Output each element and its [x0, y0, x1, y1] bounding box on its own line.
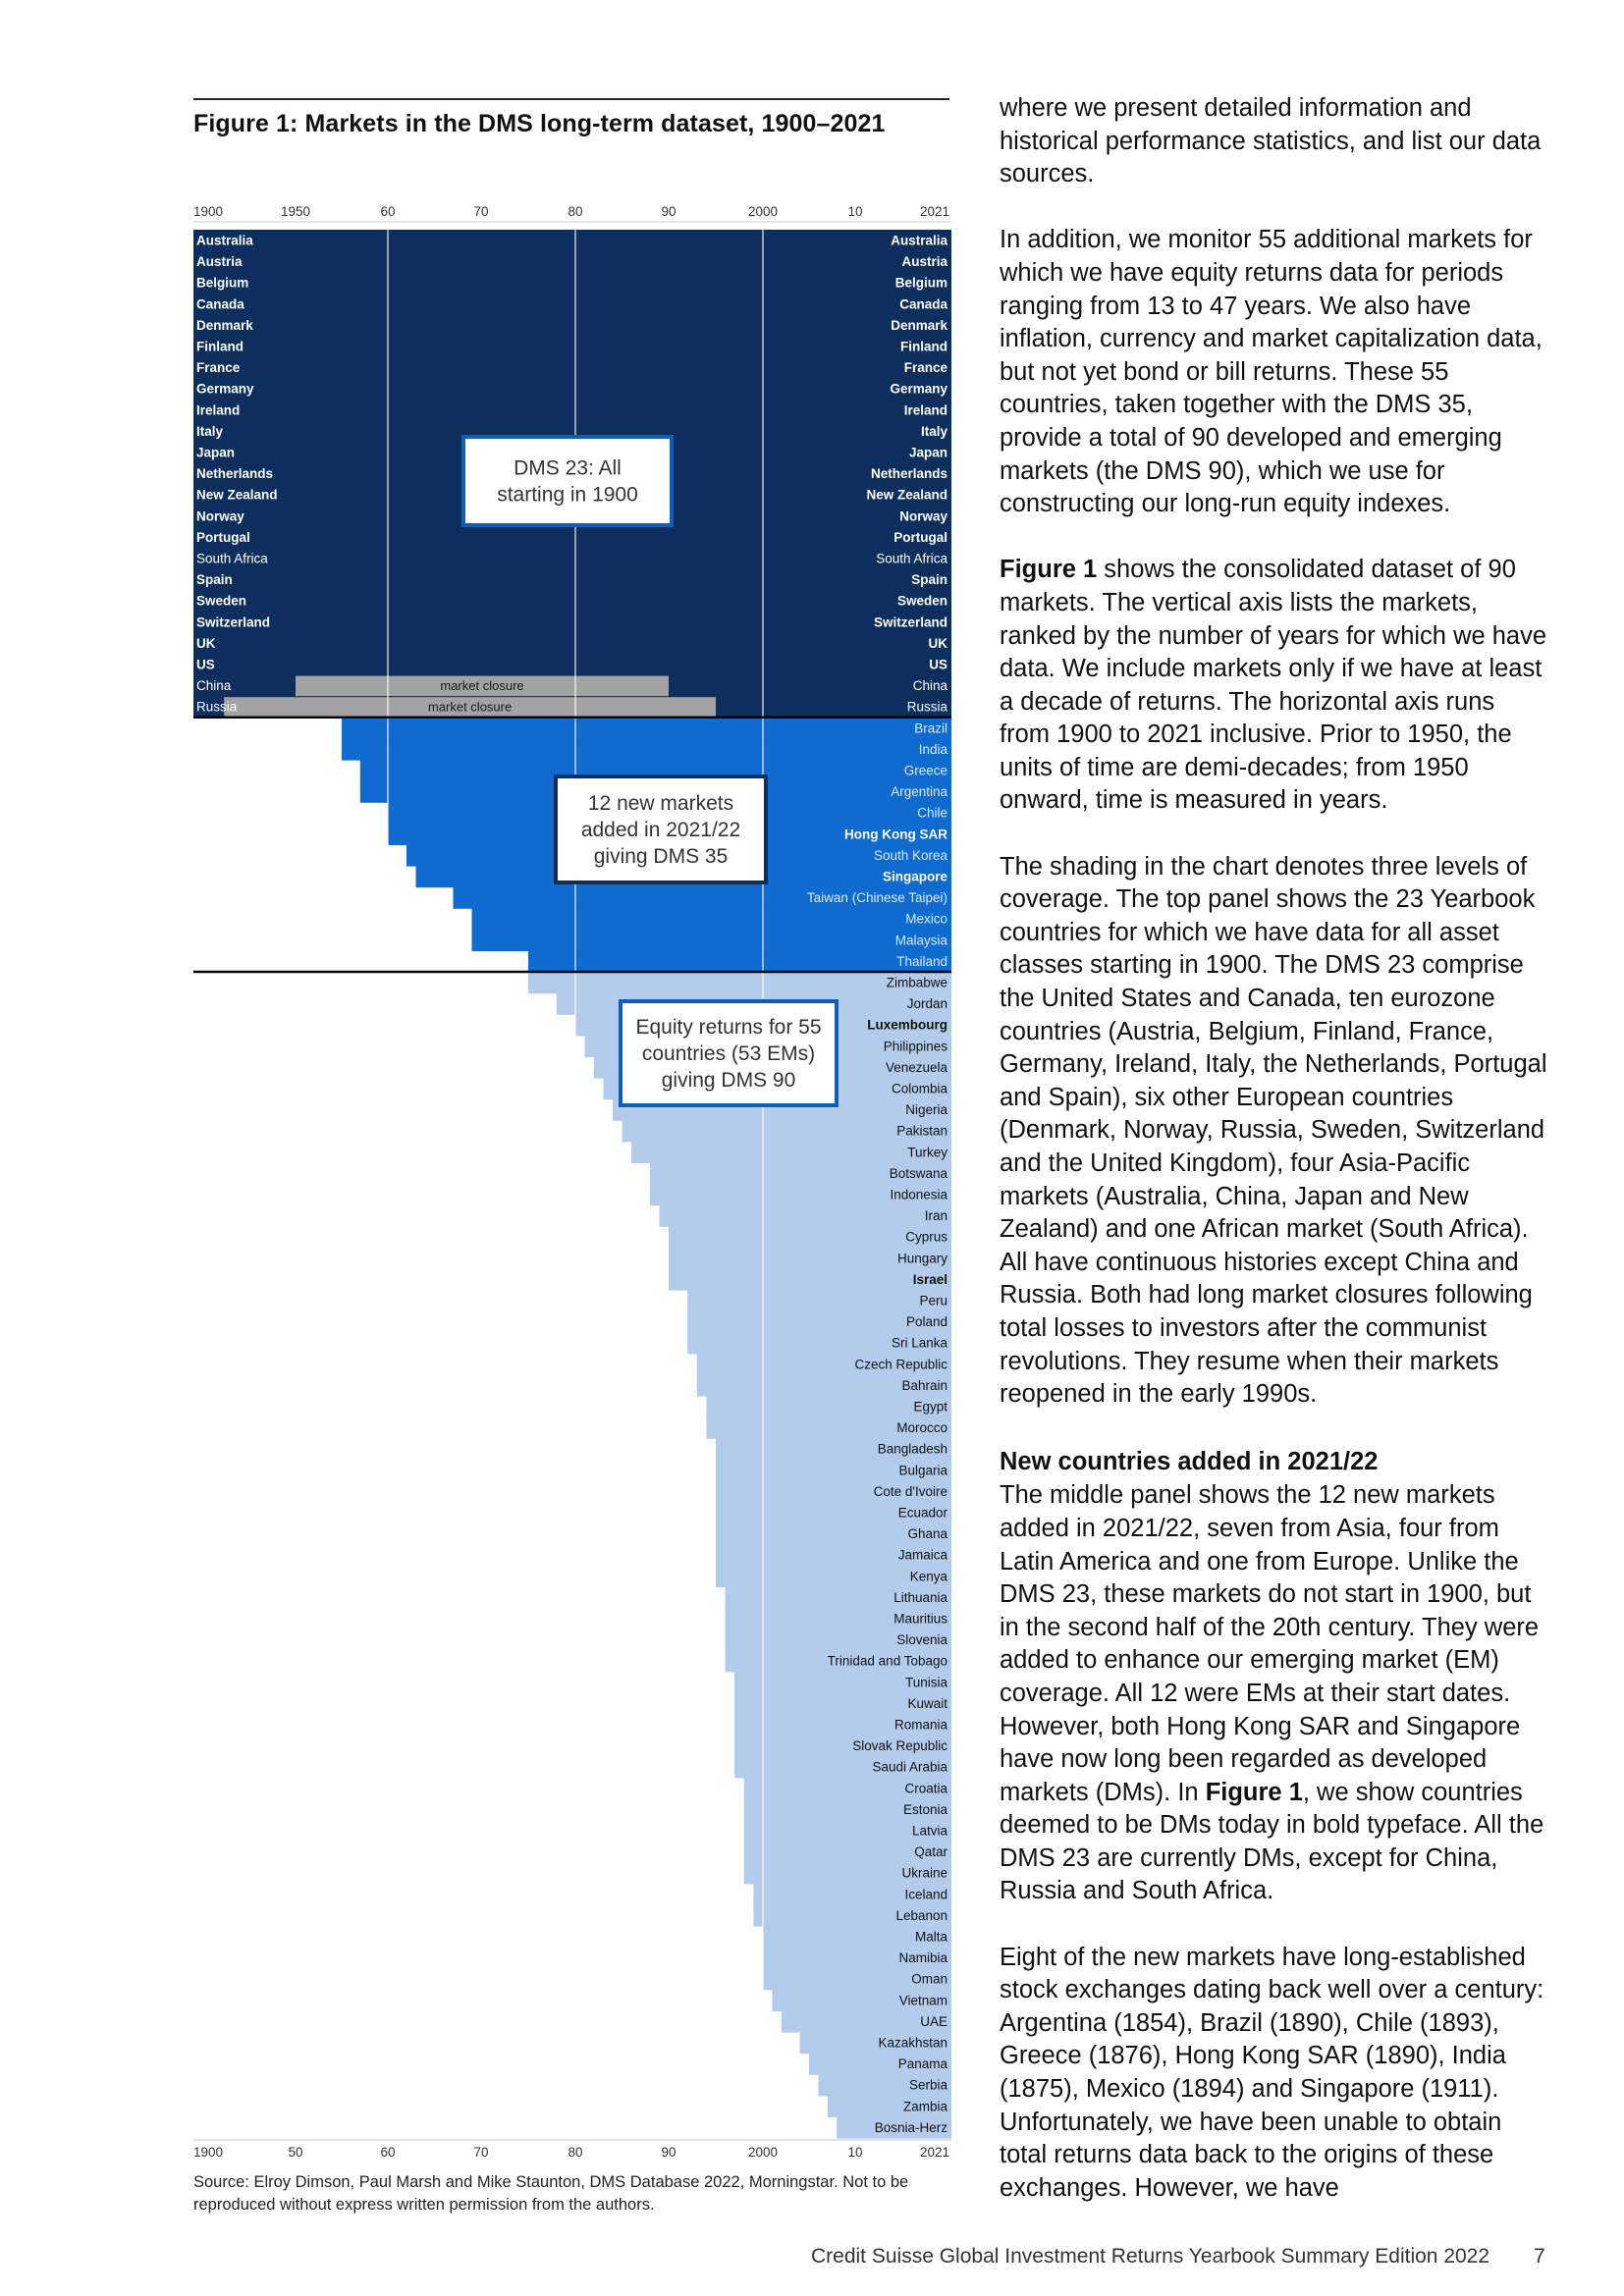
annotation-dms23-text: starting in 1900: [497, 483, 638, 507]
body-paragraph-6: Eight of the new markets have long-established stock exchanges dating back well over a century: Argentina (1854), Brazil (1890), Chile (1893), Greece (1876), Hong Kong SAR (1890), India (1875), Mexico (1894) and Singapore (1911). Unfortunately, we have been unable to obtain total returns data back to the origins of these exchanges. However, we have: [1000, 1943, 1544, 2202]
market-bar: [193, 294, 951, 315]
market-label: Slovak Republic: [852, 1738, 947, 1754]
market-bar: [193, 336, 951, 357]
market-label: Zimbabwe: [886, 975, 947, 990]
market-label: Iceland: [904, 1887, 947, 1902]
market-label-left: Sweden: [196, 593, 247, 609]
market-label: Israel: [912, 1271, 947, 1287]
market-bar: [193, 612, 951, 633]
market-label: Egypt: [913, 1399, 947, 1415]
market-bar: [193, 272, 951, 294]
top-axis-tick-label: 90: [661, 204, 677, 219]
market-bar: [528, 950, 951, 972]
top-axis-tick-label: 2000: [747, 204, 779, 219]
market-label: Jamaica: [897, 1547, 947, 1563]
market-label: Ireland: [903, 402, 947, 418]
market-label: Philippines: [883, 1039, 947, 1054]
market-label: Switzerland: [873, 614, 947, 630]
body-paragraph-4: The shading in the chart denotes three levels of coverage. The top panel shows the 23 Yearbook countries for which we have data for all asset classes starting in 1900. The DMS 23 comprise the United States and Canada, ten eurozone countries (Austria, Belgium, Finland, France, Germany, Ireland, Italy, the Netherlands, Portugal and Spain), six other European countries (Denmark, Norway, Russia, Sweden, Switzerland and the United Kingdom), four Asia-Pacific markets (Australia, China, Japan and New Zealand) and one African market (South Africa). All have continuous histories except China and Russia. Both had long market closures following total losses to investors after the communist revolutions. They resume when their markets reopened in the early 1990s.: [1000, 852, 1547, 1409]
market-bar: [193, 569, 951, 591]
market-label: UK: [928, 635, 947, 651]
market-label: Bahrain: [901, 1377, 947, 1393]
market-label: Saudi Arabia: [872, 1759, 947, 1775]
market-label-left: UK: [196, 635, 216, 651]
market-label: Canada: [899, 296, 947, 312]
top-axis-tick-label: 1950: [280, 204, 311, 219]
market-label: Czech Republic: [854, 1357, 947, 1372]
market-label: Trinidad and Tobago: [827, 1653, 947, 1669]
market-label: Venezuela: [885, 1059, 947, 1075]
market-label-left: Spain: [196, 572, 233, 588]
market-label: Thailand: [896, 953, 947, 969]
footer-title: Credit Suisse Global Investment Returns Yearbook Summary Edition 2022: [811, 2245, 1490, 2268]
market-label: Cyprus: [905, 1229, 947, 1245]
market-label: Spain: [911, 572, 947, 588]
market-bar: [193, 400, 951, 421]
market-label: Hungary: [896, 1251, 947, 1266]
market-label: Qatar: [914, 1844, 947, 1860]
market-label: UAE: [920, 2013, 947, 2029]
annotation-new12-text: added in 2021/22: [580, 819, 741, 841]
market-label: Ukraine: [901, 1865, 947, 1881]
market-label: Zambia: [902, 2099, 947, 2114]
body-paragraph-2: In addition, we monitor 55 additional markets for which we have equity returns data for periods ranging from 13 to 47 years. We also have inflation, currency and market capitalization data, but not yet bond or bill returns. These 55 countries, taken together with the DMS 35, provide a total of 90 developed and emerging markets (the DMS 90), which we use for constructing our long-run equity indexes.: [1000, 226, 1543, 518]
bottom-axis-tick-label: 50: [288, 2145, 303, 2160]
market-label-left: Belgium: [196, 275, 249, 291]
market-label: Mexico: [905, 911, 947, 927]
figure-top-rule: [193, 98, 949, 100]
bottom-axis-tick-label: 80: [568, 2145, 583, 2160]
market-label: Bulgaria: [898, 1463, 947, 1478]
market-label: Italy: [920, 423, 947, 439]
market-label-left: US: [196, 657, 215, 672]
market-label: Finland: [900, 339, 947, 354]
market-label: Singapore: [882, 869, 947, 884]
market-label: Hong Kong SAR: [844, 827, 947, 842]
market-label-left: Austria: [196, 254, 243, 270]
market-bar: [193, 526, 951, 548]
market-bar: [660, 1205, 952, 1227]
market-label: Japan: [908, 445, 947, 460]
market-bar: [687, 1290, 951, 1311]
market-label: South Korea: [873, 847, 947, 863]
market-label: US: [929, 657, 947, 672]
figure-title: Figure 1: Markets in the DMS long-term dataset, 1900–2021: [193, 110, 886, 137]
market-label: Lebanon: [895, 1907, 947, 1923]
top-axis-tick-label: 80: [568, 204, 583, 219]
market-label: Kenya: [909, 1569, 947, 1584]
annotation-dms23-box: [463, 437, 672, 525]
market-label-left: Ireland: [196, 402, 241, 418]
market-label: France: [903, 360, 947, 376]
market-label: Ecuador: [897, 1505, 947, 1521]
market-label-left: Australia: [196, 233, 253, 248]
bottom-axis-tick-label: 90: [661, 2145, 677, 2160]
market-label: Turkey: [907, 1145, 947, 1160]
market-label: Slovenia: [896, 1632, 947, 1648]
market-label: Russia: [906, 699, 947, 715]
market-label: Botswana: [889, 1165, 947, 1181]
market-label-left: Netherlands: [196, 466, 274, 482]
annotation-dms90-text: Equity returns for 55: [635, 1016, 822, 1039]
market-bar: [193, 590, 951, 612]
bottom-axis-tick-label: 70: [473, 2145, 489, 2160]
market-label-left: New Zealand: [196, 487, 278, 503]
markets-timeline-chart: [193, 196, 951, 2160]
figure-source: Source: Elroy Dimson, Paul Marsh and Mike Staunton, DMS Database 2022, Morningstar. Not to be reproduced without express written permission from the authors.: [193, 2173, 909, 2214]
market-bar: [193, 230, 951, 251]
bottom-axis-tick-label: 1900: [193, 2145, 224, 2160]
market-label-left: Italy: [196, 423, 224, 439]
section-heading: New countries added in 2021/22: [1000, 1448, 1379, 1476]
body-paragraph-5-text-a: The middle panel shows the 12 new markets added in 2021/22, seven from Asia, four from Latin America and one from Europe. Unlike the DMS 23, these markets do not start in 1900, but in the second half of the 20th century. They were added to enhance our emerging market (EM) coverage. All 12 were EMs at their start dates. However, both Hong Kong SAR and Singapore have now long been regarded as developed markets (DMs). In: [1000, 1481, 1540, 1806]
market-closure-label: market closure: [440, 678, 524, 694]
market-label-left: Denmark: [196, 317, 253, 333]
market-label-left: China: [196, 678, 232, 694]
bottom-axis-tick-label: 10: [847, 2145, 863, 2160]
top-axis-tick-label: 1900: [193, 204, 224, 219]
market-label-left: Canada: [196, 296, 244, 312]
market-label: Argentina: [891, 784, 947, 800]
market-label: Malaysia: [894, 933, 947, 948]
top-axis-tick-label: 2021: [919, 204, 949, 219]
market-bar: [193, 251, 951, 273]
body-paragraph-5-text-b: , we show countries deemed to be DMs today in bold typeface. All the DMS 23 are currently DMs, except for China, Russia and South Africa.: [1000, 1778, 1544, 1905]
market-label: Netherlands: [870, 466, 947, 482]
market-label: Greece: [903, 763, 947, 778]
market-bar: [193, 314, 951, 336]
market-label: Belgium: [894, 275, 947, 291]
market-label: Peru: [919, 1293, 947, 1308]
market-label-left: Portugal: [196, 529, 250, 545]
figure-reference: Figure 1: [1205, 1778, 1303, 1806]
market-label: Panama: [897, 2056, 947, 2072]
body-paragraph-5: [1000, 1479, 1549, 1908]
market-label-left: South Africa: [196, 551, 268, 566]
top-axis-tick-label: 60: [380, 204, 396, 219]
market-label: Austria: [901, 254, 947, 270]
market-label-left: Norway: [196, 508, 244, 524]
market-label: Luxembourg: [867, 1017, 947, 1033]
market-bar: [472, 908, 952, 930]
market-label-left: Japan: [196, 445, 236, 460]
market-label: Pakistan: [896, 1123, 947, 1139]
annotation-new12-text: giving DMS 35: [593, 845, 729, 868]
annotation-dms90-text: giving DMS 90: [661, 1069, 796, 1092]
figure-reference: Figure 1: [1000, 556, 1098, 584]
market-bar: [193, 632, 951, 654]
body-paragraph-1: where we present detailed information and historical performance statistics, and list our data sources.: [1000, 94, 1542, 188]
body-paragraph-3-text: shows the consolidated dataset of 90 markets. The vertical axis lists the markets, ranked by the number of years for which we have data. We include markets only if we have at least a decade of returns. The horizontal axis runs from 1900 to 2021 inclusive. Prior to 1950, the units of time are demi-decades; from 1950 onward, time is measured in years.: [1000, 556, 1547, 815]
market-bar: [631, 1142, 951, 1163]
market-label: Indonesia: [890, 1187, 947, 1202]
market-label: Romania: [893, 1717, 947, 1733]
market-label: Poland: [905, 1314, 947, 1330]
market-label: Taiwan (Chinese Taipei): [806, 890, 947, 906]
market-label: Serbia: [908, 2077, 947, 2093]
market-label-left: France: [196, 360, 241, 376]
top-axis-tick-label: 10: [847, 204, 863, 219]
market-bar: [342, 718, 951, 739]
market-label: Colombia: [891, 1081, 947, 1096]
market-label: Chile: [917, 805, 947, 821]
market-bar: [472, 930, 952, 951]
market-label: India: [918, 741, 947, 757]
market-bar: [342, 738, 951, 760]
market-label-left: Russia: [196, 699, 238, 715]
market-label: Namibia: [898, 1950, 947, 1966]
market-label: Iran: [924, 1208, 947, 1224]
market-bar: [193, 548, 951, 569]
market-label: Croatia: [904, 1781, 947, 1796]
annotation-new12-text: 12 new markets: [587, 792, 734, 815]
market-label: Kazakhstan: [878, 2035, 947, 2051]
page-number: 7: [1534, 2245, 1545, 2268]
market-bar: [193, 357, 951, 379]
market-label: Mauritius: [893, 1611, 947, 1627]
market-label: Bangladesh: [877, 1441, 947, 1457]
market-label: Oman: [911, 1971, 947, 1987]
market-label: China: [912, 678, 947, 694]
bottom-axis-tick-label: 2000: [747, 2145, 779, 2160]
market-bar: [669, 1268, 951, 1290]
market-label: Estonia: [902, 1801, 947, 1817]
market-label: Norway: [899, 508, 947, 524]
market-label: Vietnam: [898, 1993, 947, 2008]
market-label: Sweden: [896, 593, 947, 609]
market-label: Cote d'Ivoire: [873, 1483, 947, 1499]
market-closure-label: market closure: [427, 699, 513, 715]
annotation-dms90-text: countries (53 EMs): [641, 1042, 816, 1065]
market-label: New Zealand: [866, 487, 947, 503]
top-axis-tick-label: 70: [473, 204, 489, 219]
market-label: Portugal: [893, 529, 947, 545]
market-label: Lithuania: [893, 1589, 947, 1605]
market-label-left: Switzerland: [196, 614, 271, 630]
bottom-axis-tick-label: 2021: [919, 2145, 949, 2160]
market-label: Kuwait: [907, 1695, 947, 1711]
bottom-axis-tick-label: 60: [380, 2145, 396, 2160]
market-label: Germany: [890, 381, 947, 397]
market-label: Brazil: [914, 721, 947, 736]
market-label: Morocco: [896, 1420, 947, 1436]
market-label-left: Finland: [196, 339, 244, 354]
market-label: Denmark: [891, 317, 947, 333]
body-paragraph-3: [1000, 554, 1549, 818]
market-label: Jordan: [906, 996, 947, 1012]
market-label: Nigeria: [905, 1102, 947, 1118]
market-label: Bosnia-Herz: [874, 2119, 947, 2135]
annotation-dms23-text: DMS 23: All: [514, 456, 622, 480]
market-bar: [193, 654, 951, 675]
market-label: Malta: [914, 1929, 947, 1945]
market-label: Tunisia: [904, 1675, 947, 1690]
market-label: Ghana: [907, 1526, 947, 1542]
market-bar: [193, 378, 951, 400]
body-text-column: [1000, 92, 1549, 2238]
market-label-left: Germany: [196, 381, 254, 397]
market-label: Australia: [891, 233, 947, 248]
market-label: South Africa: [876, 551, 947, 566]
market-label: Sri Lanka: [891, 1335, 947, 1351]
market-label: Latvia: [911, 1823, 947, 1839]
